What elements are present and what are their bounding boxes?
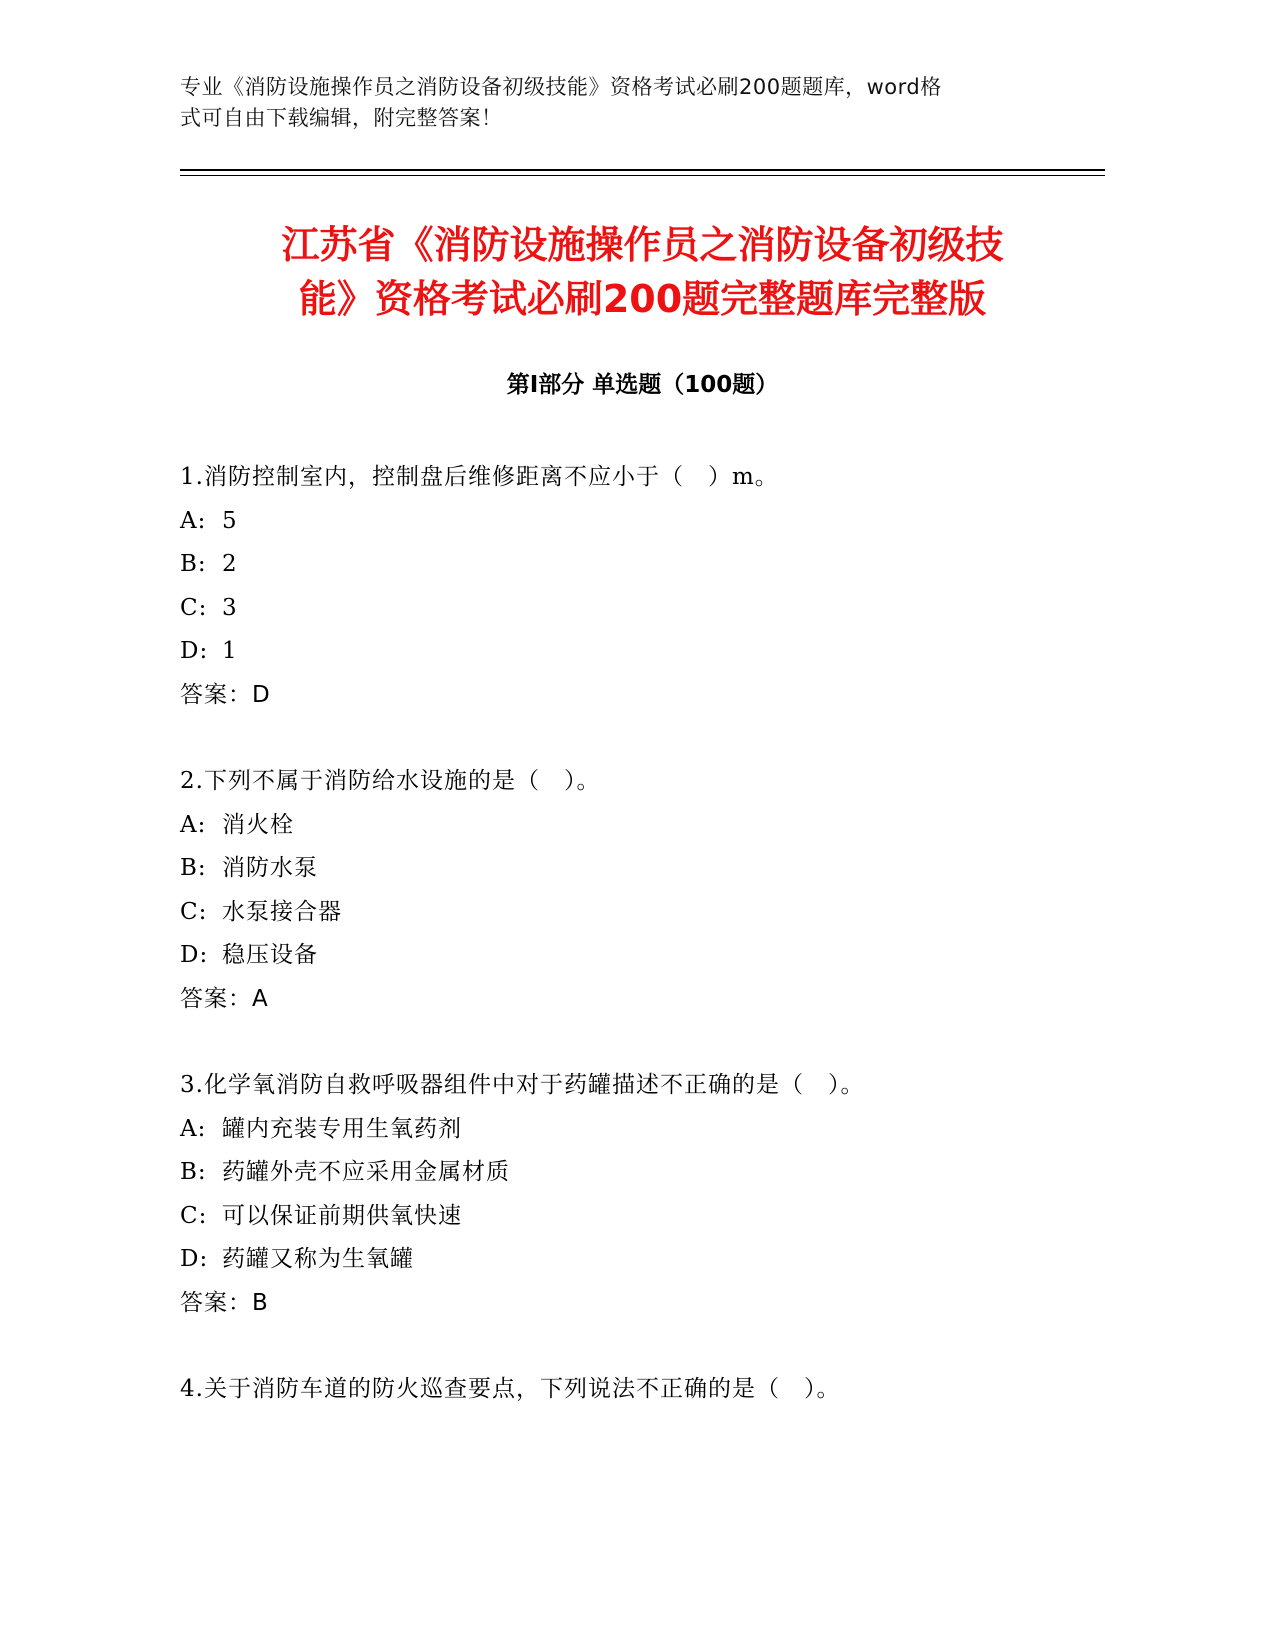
header-rule-thin	[180, 175, 1105, 176]
header-note-line1: 专业《消防设施操作员之消防设备初级技能》资格考试必刷200题题库，word格	[180, 75, 942, 99]
option-key: D:	[180, 638, 209, 664]
option-c	[180, 891, 1105, 935]
option-a	[180, 804, 1105, 848]
option-key: A:	[180, 811, 207, 838]
option-text: 消防水泵	[222, 855, 318, 881]
section-heading: 第Ⅰ部分 单选题（100题）	[506, 372, 779, 398]
option-text: 罐内充装专用生氧药剂	[222, 1115, 462, 1142]
question-list	[180, 456, 1105, 1455]
document-title-line2: 能》资格考试必刷200题完整题库完整版	[298, 277, 987, 321]
header-rule-thick	[180, 169, 1105, 171]
option-key: D:	[180, 942, 209, 968]
question-3	[180, 1064, 1105, 1325]
option-text: 消火栓	[222, 811, 294, 838]
option-text: 水泵接合器	[222, 898, 342, 925]
option-d	[180, 934, 1105, 978]
document-title	[160, 218, 1125, 326]
option-d	[180, 1238, 1105, 1282]
option-text: 3	[222, 594, 238, 621]
option-b	[180, 543, 1105, 587]
answer: 答案：B	[180, 1289, 269, 1316]
answer: 答案：A	[180, 985, 269, 1012]
question-4	[180, 1368, 1105, 1412]
question-1	[180, 456, 1105, 717]
question-stem: 2.下列不属于消防给水设施的是（ ）。	[180, 768, 601, 794]
option-key: C:	[180, 1202, 208, 1229]
question-stem: 4.关于消防车道的防火巡查要点，下列说法不正确的是（ ）。	[180, 1376, 841, 1402]
answer: 答案：D	[180, 681, 271, 708]
header-note	[180, 72, 1040, 134]
document-title-line1: 江苏省《消防设施操作员之消防设备初级技	[281, 223, 1004, 267]
option-text: 稳压设备	[222, 942, 318, 968]
option-text: 2	[222, 551, 238, 577]
option-key: A:	[180, 1115, 207, 1142]
option-a	[180, 1108, 1105, 1152]
option-text: 5	[222, 507, 238, 534]
option-text: 1	[222, 638, 238, 664]
option-key: B:	[180, 551, 207, 577]
option-key: C:	[180, 594, 208, 621]
option-key: C:	[180, 898, 208, 925]
option-c	[180, 1195, 1105, 1239]
option-text: 可以保证前期供氧快速	[222, 1202, 462, 1229]
option-key: B:	[180, 1159, 207, 1185]
option-text: 药罐又称为生氧罐	[222, 1246, 414, 1272]
header-note-line2: 式可自由下载编辑，附完整答案！	[180, 106, 503, 130]
option-key: B:	[180, 855, 207, 881]
option-b	[180, 847, 1105, 891]
option-b	[180, 1151, 1105, 1195]
question-stem: 1.消防控制室内，控制盘后维修距离不应小于（ ）m。	[180, 464, 779, 490]
option-key: A:	[180, 507, 207, 534]
question-2	[180, 760, 1105, 1021]
option-key: D:	[180, 1246, 209, 1272]
option-d	[180, 630, 1105, 674]
option-a	[180, 500, 1105, 544]
question-stem: 3.化学氧消防自救呼吸器组件中对于药罐描述不正确的是（ ）。	[180, 1072, 865, 1098]
option-c	[180, 587, 1105, 631]
option-text: 药罐外壳不应采用金属材质	[222, 1159, 510, 1185]
